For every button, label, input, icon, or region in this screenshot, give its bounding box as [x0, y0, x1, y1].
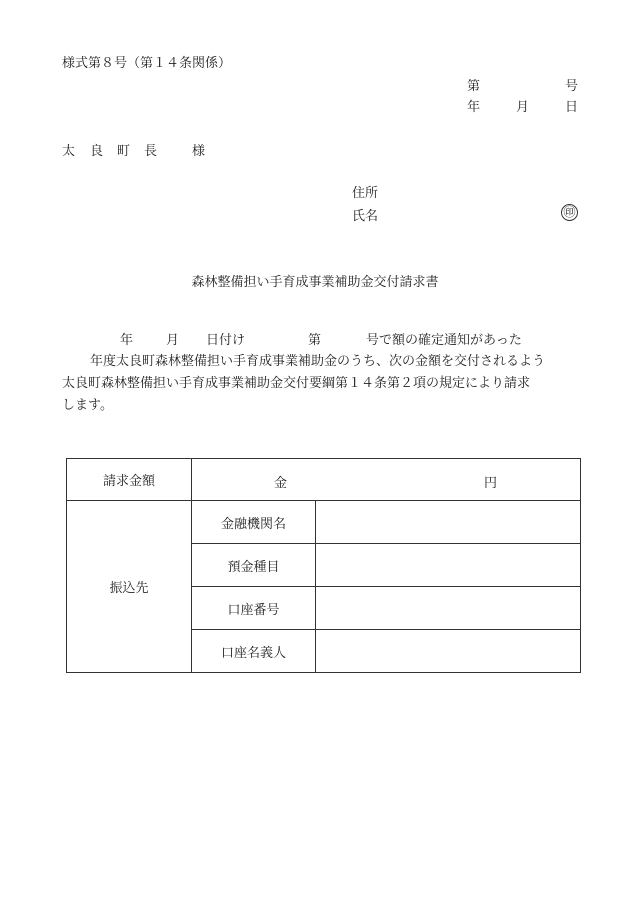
- body-line-2: 年度太良町森林整備担い手育成事業補助金のうち、次の金額を交付されるよう: [90, 354, 546, 369]
- bank-name-input[interactable]: [316, 501, 581, 544]
- account-holder-input[interactable]: [316, 630, 581, 673]
- notice-year-label: 年: [120, 333, 134, 348]
- body-line-3: 太良町森林整備担い手育成事業補助金交付要綱第１４条第２項の規定により請求: [62, 376, 531, 391]
- notice-number-prefix: 第: [308, 333, 322, 348]
- bank-name-row: [67, 501, 581, 544]
- address-label: 住所: [352, 186, 379, 201]
- body-line-4: します。: [62, 398, 113, 413]
- recipient-char: 長: [144, 144, 158, 159]
- form-number-label: 様式第８号（第１４条関係）: [62, 56, 232, 71]
- date-year-label: 年: [467, 100, 481, 115]
- notice-month-label: 月: [166, 333, 180, 348]
- document-number-prefix: 第: [467, 79, 481, 94]
- amount-row: [67, 459, 581, 501]
- recipient-char: 町: [117, 144, 131, 159]
- account-number-input[interactable]: [316, 587, 581, 630]
- document-title: 森林整備担い手育成事業補助金交付請求書: [191, 275, 439, 290]
- recipient-honorific: 様: [192, 144, 206, 159]
- amount-suffix: 円: [484, 476, 498, 491]
- amount-label-cell: 請求金額: [67, 459, 192, 501]
- recipient-char: 太: [62, 144, 76, 159]
- notice-number-rest: 号で額の確定通知があった: [366, 333, 522, 348]
- recipient-char: 良: [90, 144, 104, 159]
- amount-value-cell[interactable]: [192, 459, 581, 501]
- account-type-input[interactable]: [316, 544, 581, 587]
- document-number-suffix: 号: [565, 79, 579, 94]
- date-month-label: 月: [516, 100, 530, 115]
- bank-name-label: 金融機関名: [192, 501, 316, 544]
- seal-char: ㊞: [563, 205, 576, 219]
- seal-mark: [561, 204, 578, 221]
- account-number-label: 口座番号: [192, 587, 316, 630]
- amount-prefix: 金: [274, 476, 288, 491]
- date-day-label: 日: [565, 100, 579, 115]
- notice-date-label: 日付け: [206, 333, 246, 348]
- transfer-label-cell: 振込先: [67, 501, 192, 673]
- account-holder-label: 口座名義人: [192, 630, 316, 673]
- name-label: 氏名: [352, 209, 379, 224]
- claim-table: [66, 458, 581, 673]
- account-type-label: 預金種目: [192, 544, 316, 587]
